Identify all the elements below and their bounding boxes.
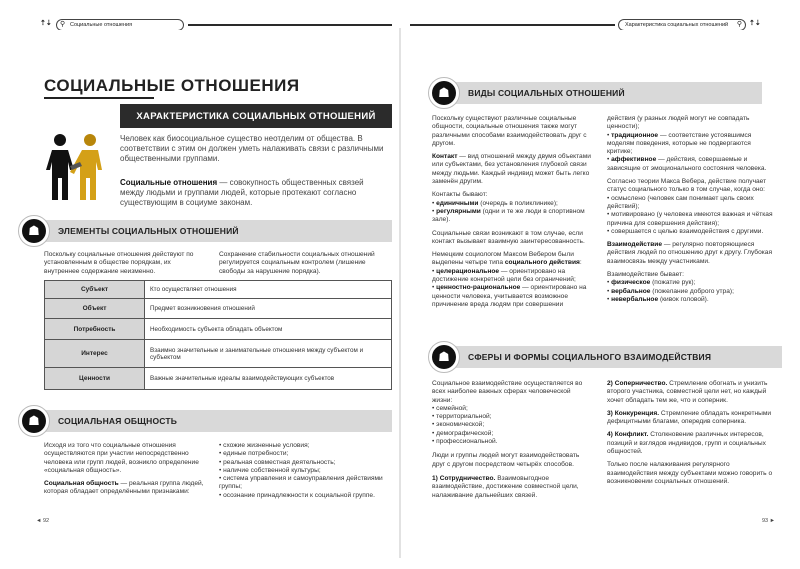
paragraph: действия (у разных людей могут не совпадать ценности); — [607, 115, 750, 131]
list-item — [432, 200, 592, 208]
list-item: • профессиональной. — [432, 438, 592, 446]
term: целерациональное — [436, 267, 500, 275]
term-def: (пожатие рук); — [650, 279, 696, 287]
term-def: (пожелание доброго утра); — [650, 287, 734, 295]
table-key: Объект — [45, 299, 145, 318]
table-key: Субъект — [45, 281, 145, 298]
paragraph: Немецким социологом Максом Вебером были выделены четыре типа социального действия: — [432, 251, 582, 267]
book-spine — [399, 28, 401, 558]
section-icon: ☗ — [428, 341, 460, 373]
term: 4) Конфликт. — [607, 431, 649, 439]
paragraph — [607, 431, 777, 456]
interaction-list — [607, 279, 777, 304]
term: регулярными — [436, 207, 481, 215]
table-row — [45, 299, 391, 319]
term: 1) Сотрудничество. — [432, 474, 496, 482]
term: невербальное — [611, 295, 659, 303]
community-definition — [44, 480, 204, 497]
term-def: — вид отношений между двумя объектами или субъектами, без установления глубокой связи между людьми. Каждый индивид может быть легко заменён другим. — [432, 153, 591, 186]
right-search-text: Характеристика социальных отношений — [625, 22, 729, 28]
right-page — [410, 30, 785, 554]
table-value: Кто осуществляет отношения — [150, 286, 237, 293]
weber-list — [432, 268, 592, 309]
paragraph — [607, 380, 777, 405]
spheres-col1 — [432, 380, 592, 500]
section-title: СФЕРЫ И ФОРМЫ СОЦИАЛЬНОГО ВЗАИМОДЕЙСТВИЯ — [468, 352, 712, 362]
table-value: Необходимость субъекта обладать объектом — [150, 325, 283, 333]
list-item: • мотивировано (у человека имеются важная и чёткая причина для совершения действия); — [607, 211, 777, 228]
list-item: • схожие жизненные условия; — [219, 442, 391, 450]
section-banner: ХАРАКТЕРИСТИКА СОЦИАЛЬНЫХ ОТНОШЕНИЙ — [120, 104, 392, 128]
term-def: — соответствие устоявшимся моделям поведения, которые не подвергаются критике; — [607, 131, 752, 156]
paragraph-text: Немецким социологом Максом Вебером были выделены четыре типа — [432, 251, 574, 267]
list-item: • осмыслено (человек сам понимает цель своих действий); — [607, 195, 777, 212]
term: 3) Конкуренция. — [607, 409, 660, 417]
term: вербальное — [611, 287, 651, 295]
paragraph — [432, 153, 592, 186]
term-def: Стремление обладать конкретными дефицитными благами, опередив соперника. — [607, 409, 772, 426]
types-col2 — [607, 115, 777, 304]
list-item — [432, 284, 592, 309]
section-header-community — [22, 410, 392, 432]
term: социального действия — [504, 259, 580, 267]
weber-list-cont — [607, 132, 777, 173]
left-search-text: Социальные отношения — [70, 22, 133, 28]
paragraph — [607, 410, 777, 427]
paragraph — [607, 241, 777, 266]
contacts-list — [432, 200, 592, 225]
table-key: Потребность — [45, 319, 145, 339]
list-item: • единые потребности; — [219, 450, 391, 458]
community-signs-list — [219, 442, 391, 500]
search-icon: ⚲ — [60, 21, 66, 28]
types-col1 — [432, 115, 592, 309]
term: ценностно-рациональное — [436, 284, 521, 292]
definition-body: — совокупность общественных связей между людьми и группами людей, которые протекают согласно существующим в социуме законам. — [120, 178, 364, 207]
paragraph: Взаимодействие бывает: — [607, 271, 684, 279]
list-item: • экономической; — [432, 421, 592, 429]
people-handshake-icon — [44, 130, 108, 210]
header-line — [188, 24, 392, 26]
left-header — [40, 20, 392, 30]
community-term: Социальная общность — [44, 480, 119, 487]
elements-col1: Поскольку социальные отношения действуют по установленным в обществе порядкам, их внутреннее содержание неизменно. — [44, 251, 194, 275]
term: единичными — [436, 199, 479, 207]
table-row — [45, 340, 391, 368]
page-number[interactable]: ◄ 92 — [36, 518, 50, 524]
community-intro: Исходя из того что социальные отношения осуществляются при участии непосредственно человека или групп людей, возникло определение «социальная общность». — [44, 442, 199, 474]
title-underline — [44, 97, 154, 99]
page-title: СОЦИАЛЬНЫЕ ОТНОШЕНИЯ — [44, 76, 300, 95]
paragraph: Контакты бывают: — [432, 191, 488, 199]
paragraph: Согласно теории Макса Вебера, действие получает статус социального только в том случае, когда оно: — [607, 178, 767, 194]
section-header-spheres — [432, 346, 782, 368]
elements-col2: Сохранение стабильности социальных отношений регулируется социальным контролем (лишение свободы за нарушение порядка). — [219, 251, 375, 275]
table-row — [45, 319, 391, 340]
spheres-col2 — [607, 380, 777, 486]
action-criteria-list — [607, 195, 777, 236]
table-value: Предмет возникновения отношений — [150, 305, 255, 312]
nav-arrows-icon[interactable]: ⇡⇣ — [40, 20, 52, 27]
left-page — [22, 30, 392, 554]
term-def: Столкновение различных интересов, позиций и взглядов индивидов, групп и социальных общностей. — [607, 431, 766, 456]
spheres-list — [432, 405, 592, 446]
paragraph: Социальное взаимодействие осуществляется во всех наиболее важных сферах человеческой жизни: — [432, 380, 583, 404]
list-item: • семейной; — [432, 405, 592, 413]
term-def: — ориентировано на ценности человека, учитывается возможное причинение вреда людям при совершении — [432, 284, 587, 308]
list-item — [607, 279, 777, 287]
definition-text — [120, 178, 385, 208]
elements-table — [44, 280, 392, 390]
term-def: — действия, совершаемые и зависящие от эмоционального состояния человека. — [607, 156, 767, 172]
definition-term: Социальные отношения — [120, 178, 218, 187]
list-item: • совершается с целью взаимодействия с другими. — [607, 228, 777, 236]
list-item: • территориальной; — [432, 413, 592, 421]
term: Взаимодействие — [607, 241, 662, 249]
table-row — [45, 281, 391, 299]
section-title: ВИДЫ СОЦИАЛЬНЫХ ОТНОШЕНИЙ — [468, 88, 625, 98]
term: Контакт — [432, 153, 458, 161]
list-item: • реальная совместная деятельность; — [219, 459, 391, 467]
list-item: • демографической; — [432, 430, 592, 438]
list-item — [607, 156, 777, 173]
term-def: (очередь в поликлинике); — [478, 199, 558, 207]
section-header-elements — [22, 220, 392, 242]
list-item — [607, 296, 777, 304]
table-row — [45, 368, 391, 389]
term: традиционное — [611, 131, 659, 139]
section-icon: ☗ — [18, 215, 50, 247]
term: 2) Соперничество. — [607, 380, 668, 387]
term: аффективное — [611, 156, 657, 164]
search-icon: ⚲ — [736, 21, 742, 28]
paragraph: Социальные связи возникают в том случае, если контакт вызывает взаимную заинтересованность. — [432, 229, 585, 245]
section-icon: ☗ — [428, 77, 460, 109]
list-item — [607, 288, 777, 296]
community-def-body: — реальная группа людей, которая обладает определёнными признаками: — [44, 480, 204, 496]
term: физическое — [611, 279, 651, 287]
paragraph: Поскольку существуют различные социальные общности, социальные отношения также могут различными способами взаимодействовать друг с другом. — [432, 115, 587, 147]
paragraph — [432, 475, 592, 500]
nav-arrows-icon[interactable]: ⇡⇣ — [749, 20, 761, 27]
section-icon: ☗ — [18, 405, 50, 437]
term-def: — регулярно повторяющиеся действия людей по отношению друг к другу. Глубокая взаимосвязь между участниками. — [607, 241, 773, 265]
table-key: Ценности — [45, 368, 145, 389]
term-def: — ориентировано на достижение конкретной цели без ограничений; — [432, 267, 576, 284]
paragraph: Только после налаживания регулярного взаимодействия между субъектами можно говорить о возникновении социальных отношений. — [607, 461, 773, 485]
list-item: • наличие собственной культуры; — [219, 467, 391, 475]
section-title: ЭЛЕМЕНТЫ СОЦИАЛЬНЫХ ОТНОШЕНИЙ — [58, 226, 239, 236]
header-line — [410, 24, 615, 26]
paragraph: Люди и группы людей могут взаимодействовать друг с другом посредством четырёх способов. — [432, 452, 580, 468]
term-def: (одни и те же люди в спортивном зале). — [432, 207, 585, 224]
right-header — [410, 20, 760, 30]
list-item — [432, 268, 592, 285]
page-number[interactable]: 93 ► — [762, 518, 776, 524]
table-key: Интерес — [45, 340, 145, 367]
list-item: • осознание принадлежности к социальной группе. — [219, 492, 391, 500]
list-item: • система управления и самоуправления действиями группы; — [219, 475, 391, 492]
list-item — [432, 208, 592, 225]
term-def: Стремление обогнать и унизить второго участника, совместной цели нет, но каждый хочет обладать тем же, что и соперник. — [607, 380, 768, 404]
table-value: Взаимно значительные и занимательные отношения между субъектом и субъектом — [150, 346, 364, 361]
section-title: СОЦИАЛЬНАЯ ОБЩНОСТЬ — [58, 416, 178, 426]
table-value: Важные значительные идеалы взаимодействующих субъектов — [150, 375, 335, 382]
term-def: Взаимовыгодное взаимодействие, достижение совместной цели, налаживание дальнейших связей. — [432, 474, 579, 499]
list-item — [607, 132, 777, 157]
section-header-types — [432, 82, 762, 104]
term-def: (кивок головой). — [658, 295, 709, 303]
intro-text: Человек как биосоциальное существо неотделим от общества. В соответствии с этим он должен уметь налаживать связи с различными общественными группами. — [120, 134, 384, 163]
